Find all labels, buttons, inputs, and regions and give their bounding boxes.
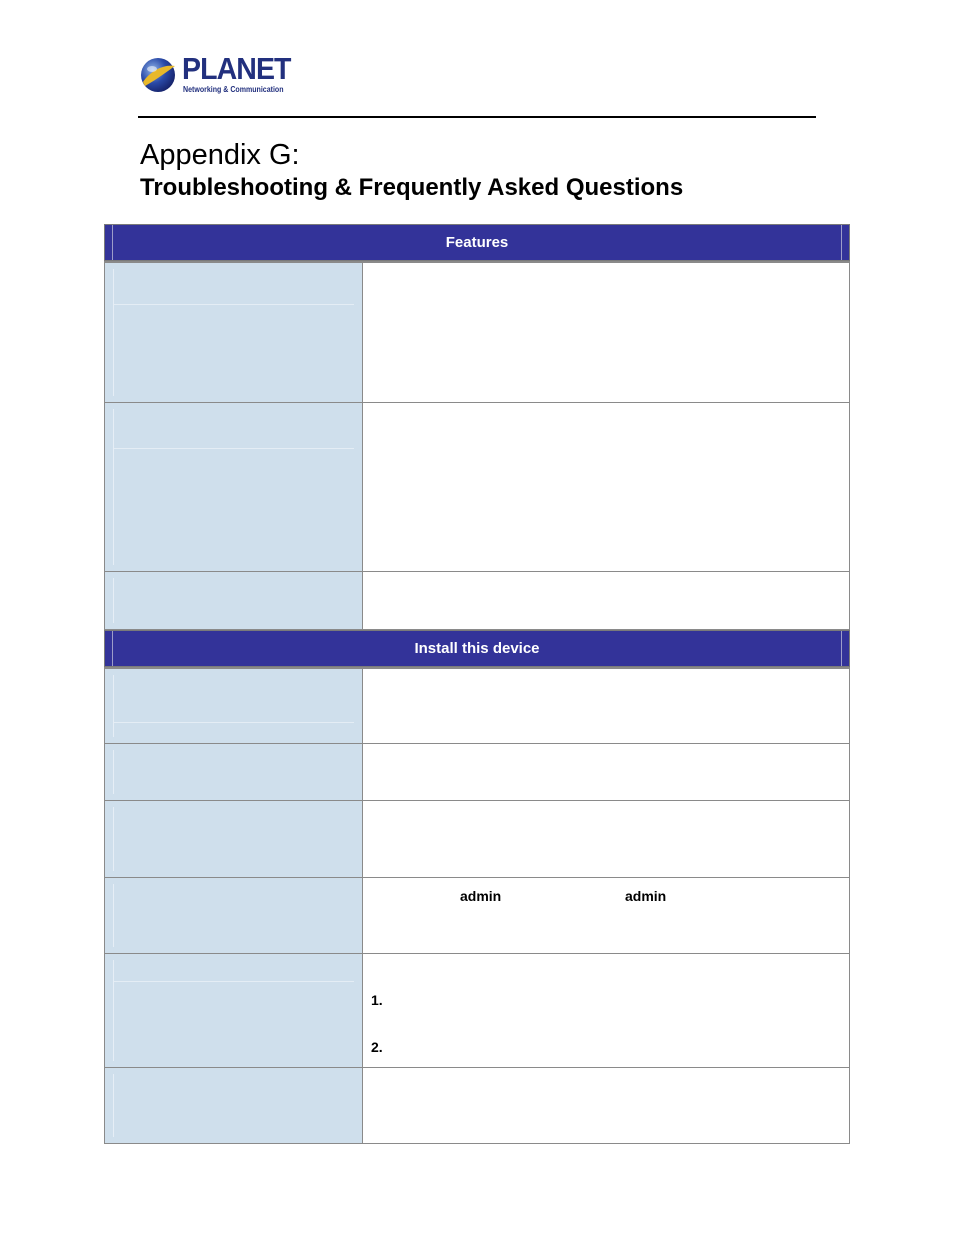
default-username: admin xyxy=(460,888,502,904)
answer-cell xyxy=(363,1068,850,1144)
planet-logo xyxy=(139,51,299,97)
faq-row xyxy=(104,261,850,403)
globe-icon xyxy=(139,56,177,94)
answer-cell xyxy=(363,801,850,878)
question-cell xyxy=(104,1068,363,1144)
answer-cell xyxy=(363,261,850,403)
faq-row xyxy=(104,954,850,1068)
question-cell xyxy=(104,572,363,630)
faq-table xyxy=(104,224,850,1144)
faq-row xyxy=(104,572,850,630)
question-cell xyxy=(104,403,363,572)
question-cell xyxy=(104,744,363,801)
question-cell xyxy=(104,954,363,1068)
answer-cell xyxy=(363,878,850,954)
question-cell xyxy=(104,667,363,744)
cell-divider xyxy=(113,448,354,449)
question-cell xyxy=(104,261,363,403)
step-number: 2. xyxy=(371,1039,383,1055)
answer-cell xyxy=(363,954,850,1068)
page-subtitle: Troubleshooting & Frequently Asked Questions xyxy=(140,174,684,201)
faq-row xyxy=(104,403,850,572)
cell-divider xyxy=(113,722,354,723)
faq-row xyxy=(104,1068,850,1144)
question-cell xyxy=(104,801,363,878)
section-header-features xyxy=(104,224,850,261)
faq-row xyxy=(104,744,850,801)
logo-tagline: Networking & Communication xyxy=(183,85,284,94)
answer-cell xyxy=(363,667,850,744)
cell-divider xyxy=(113,981,354,982)
answer-cell xyxy=(363,572,850,630)
page-title: Appendix G: xyxy=(140,139,300,171)
section-header-label: Install this device xyxy=(414,640,540,657)
logo-wordmark: PLANET xyxy=(182,51,291,86)
faq-row xyxy=(104,878,850,954)
faq-row xyxy=(104,801,850,878)
answer-cell xyxy=(363,403,850,572)
section-header-label: Features xyxy=(445,234,509,251)
header-divider xyxy=(138,116,816,118)
section-header-install xyxy=(104,630,850,667)
faq-row xyxy=(104,667,850,744)
default-password: admin xyxy=(625,888,667,904)
cell-divider xyxy=(113,304,354,305)
step-number: 1. xyxy=(371,992,383,1008)
question-cell xyxy=(104,878,363,954)
answer-cell xyxy=(363,744,850,801)
